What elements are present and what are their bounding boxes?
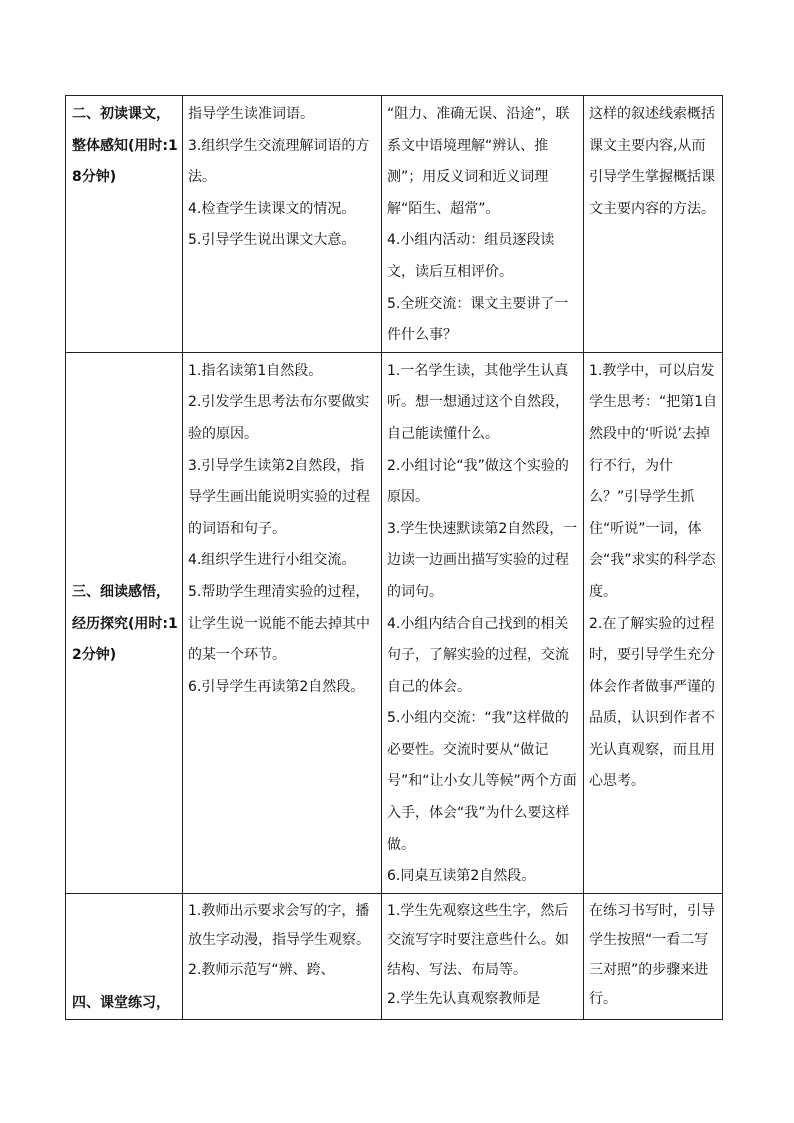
- lesson-plan-table: [65, 95, 723, 1020]
- stage-label: 三、细读感悟，经历探究(用时:12分钟): [72, 583, 178, 664]
- stage-cell: [66, 96, 183, 353]
- teacher-activity-item: 5.引导学生说出课文大意。: [188, 232, 356, 249]
- student-activity-cell: [382, 352, 584, 893]
- student-activity-item: 6.同桌互读第2自然段。: [387, 868, 536, 885]
- student-activity-cell: [382, 96, 584, 353]
- teacher-activity-item: 2.引发学生思考法布尔要做实验的原因。: [188, 394, 370, 442]
- design-intent-cell: [584, 352, 723, 893]
- student-activity-item: “阻力、准确无误、沿途”，联系文中语境理解“辨认、推测”；用反义词和近义词理解“陌生、超常”。: [387, 106, 570, 217]
- student-activity-item: 1.学生先观察这些生字，然后交流写字时要注意些什么。如结构、写法、布局等。: [387, 902, 569, 978]
- design-intent-item: 2.在了解实验的过程时，要引导学生充分体会作者做事严谨的品质，认识到作者不光认真观察，而且用心思考。: [589, 615, 715, 790]
- table-row: [66, 893, 723, 1019]
- teacher-activity-cell: [183, 352, 382, 893]
- student-activity-item: 3.学生快速默读第2自然段，一边读一边画出描写实验的过程的词句。: [387, 520, 578, 600]
- teacher-activity-item: 2.教师示范写“辨、跨、: [188, 961, 335, 978]
- teacher-activity-item: 4.组织学生进行小组交流。: [188, 552, 356, 569]
- design-intent-cell: [584, 893, 723, 1019]
- teacher-activity-item: 1.指名读第1自然段。: [188, 362, 323, 379]
- student-activity-cell: [382, 893, 584, 1019]
- teacher-activity-item: 5.帮助学生理清实验的过程，让学生说一说能不能去掉其中的某一个环节。: [188, 583, 370, 664]
- student-activity-item: 2.小组讨论“我”做这个实验的原因。: [387, 457, 569, 506]
- stage-cell: [66, 893, 183, 1019]
- table-row: [66, 352, 723, 893]
- teacher-activity-item: 指导学生读准词语。: [188, 106, 314, 122]
- student-activity-item: 4.小组内结合自己找到的相关句子，了解实验的过程，交流自己的体会。: [387, 615, 569, 695]
- design-intent-item: 在练习书写时，引导学生按照“一看二写三对照”的步骤来进行。: [589, 902, 715, 1008]
- stage-label: 四、课堂练习，: [72, 995, 170, 1012]
- table-row: [66, 96, 723, 353]
- student-activity-item: 4.小组内活动：组员逐段读文，读后互相评价。: [387, 232, 555, 280]
- teacher-activity-item: 6.引导学生再读第2自然段。: [188, 678, 365, 695]
- student-activity-item: 2.学生先认真观察教师是: [387, 991, 541, 1008]
- student-activity-item: 5.小组内交流：“我”这样做的必要性。交流时要从“做记号”和“让小女儿等候”两个方面入手，体会“我”为什么要这样做。: [387, 710, 577, 853]
- teacher-activity-cell: [183, 96, 382, 353]
- stage-label: 二、初读课文，整体感知(用时:18分钟): [72, 106, 178, 186]
- teacher-activity-item: 3.组织学生交流理解词语的方法。: [188, 137, 370, 186]
- stage-cell: [66, 352, 183, 893]
- teacher-activity-item: 3.引导学生读第2自然段，指导学生画出能说明实验的过程的词语和句子。: [188, 457, 370, 537]
- teacher-activity-cell: [183, 893, 382, 1019]
- student-activity-item: 5.全班交流：课文主要讲了一件什么事？: [387, 295, 569, 344]
- design-intent-item: 这样的叙述线索概括课文主要内容,从而引导学生掌握概括课文主要内容的方法。: [589, 106, 715, 217]
- teacher-activity-item: 1.教师出示要求会写的字，播放生字动漫，指导学生观察。: [188, 902, 370, 949]
- teacher-activity-item: 4.检查学生读课文的情况。: [188, 200, 356, 217]
- design-intent-item: 1.教学中，可以启发学生思考：“把第1自然段中的‘听说’去掉行不行，为什么？”引导学生抓住“听说”一词，体会“我”求实的科学态度。: [589, 362, 718, 600]
- design-intent-cell: [584, 96, 723, 353]
- student-activity-item: 1.一名学生读，其他学生认真听。想一想通过这个自然段，自己能读懂什么。: [387, 362, 569, 442]
